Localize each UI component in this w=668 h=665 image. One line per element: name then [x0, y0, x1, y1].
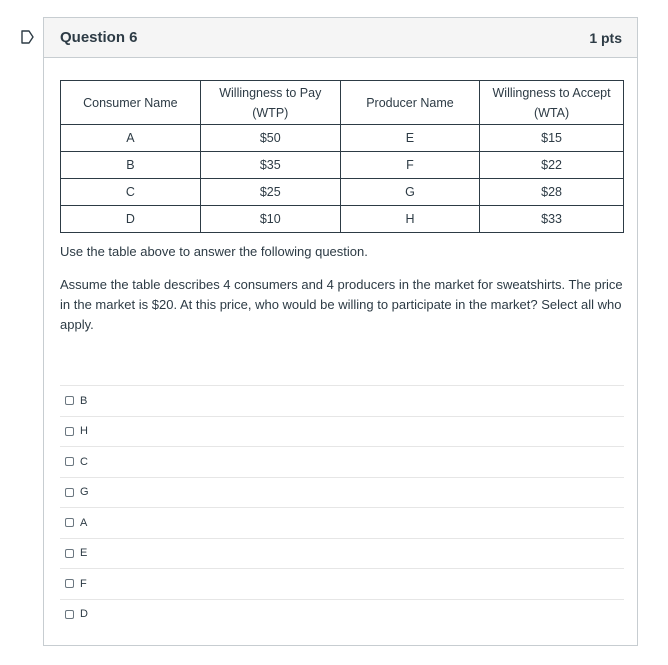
- answer-option-f[interactable]: [60, 568, 624, 599]
- table-row: [61, 179, 624, 206]
- checkbox[interactable]: [65, 457, 74, 466]
- table-cell: $28: [480, 179, 624, 206]
- table-cell: $50: [200, 125, 340, 152]
- bookmark-flag-icon[interactable]: [20, 29, 36, 45]
- checkbox[interactable]: [65, 518, 74, 527]
- checkbox[interactable]: [65, 488, 74, 497]
- answer-label: H: [80, 425, 88, 438]
- question-header: [44, 18, 637, 58]
- table-row: [61, 125, 624, 152]
- answer-option-e[interactable]: [60, 538, 624, 569]
- header-wta: Willingness to Accept (WTA): [480, 81, 624, 125]
- question-body: Assume the table describes 4 consumers and 4 producers in the market for sweatshirts. The price in the market is $20. At this price, who would be willing to participate in the market? Select all who apply.: [60, 277, 623, 332]
- answer-label: C: [80, 455, 88, 468]
- table-header-row: [61, 81, 624, 125]
- table-row: [61, 206, 624, 233]
- question-intro: Use the table above to answer the following question.: [60, 244, 368, 259]
- table-cell: D: [61, 206, 201, 233]
- question-title: Question 6: [60, 29, 138, 46]
- answer-option-b[interactable]: [60, 385, 624, 416]
- checkbox[interactable]: [65, 610, 74, 619]
- answer-option-d[interactable]: [60, 599, 624, 630]
- table-cell: C: [61, 179, 201, 206]
- table-cell: $22: [480, 152, 624, 179]
- answer-label: D: [80, 608, 88, 621]
- checkbox[interactable]: [65, 579, 74, 588]
- header-producer-name: Producer Name: [340, 81, 479, 125]
- table-cell: $35: [200, 152, 340, 179]
- answer-label: B: [80, 394, 88, 407]
- table-cell: $33: [480, 206, 624, 233]
- table-cell: A: [61, 125, 201, 152]
- checkbox[interactable]: [65, 396, 74, 405]
- checkbox[interactable]: [65, 427, 74, 436]
- answer-label: G: [80, 486, 89, 499]
- answer-option-c[interactable]: [60, 446, 624, 477]
- table-cell: H: [340, 206, 479, 233]
- answer-label: E: [80, 547, 88, 560]
- answer-option-h[interactable]: [60, 416, 624, 447]
- question-card: [43, 17, 638, 646]
- checkbox[interactable]: [65, 549, 74, 558]
- answer-option-a[interactable]: [60, 507, 624, 538]
- table-cell: F: [340, 152, 479, 179]
- table-cell: $25: [200, 179, 340, 206]
- table-cell: B: [61, 152, 201, 179]
- table-cell: G: [340, 179, 479, 206]
- header-consumer-name: Consumer Name: [61, 81, 201, 125]
- answer-option-g[interactable]: [60, 477, 624, 508]
- table-cell: $10: [200, 206, 340, 233]
- wtp-wta-table: [60, 80, 624, 233]
- header-wtp: Willingness to Pay (WTP): [200, 81, 340, 125]
- table-cell: $15: [480, 125, 624, 152]
- answer-label: A: [80, 516, 88, 529]
- table-row: [61, 152, 624, 179]
- question-points: 1 pts: [589, 29, 622, 46]
- table-cell: E: [340, 125, 479, 152]
- answer-list: [60, 385, 624, 629]
- answer-label: F: [80, 577, 87, 590]
- question-content: [44, 58, 637, 335]
